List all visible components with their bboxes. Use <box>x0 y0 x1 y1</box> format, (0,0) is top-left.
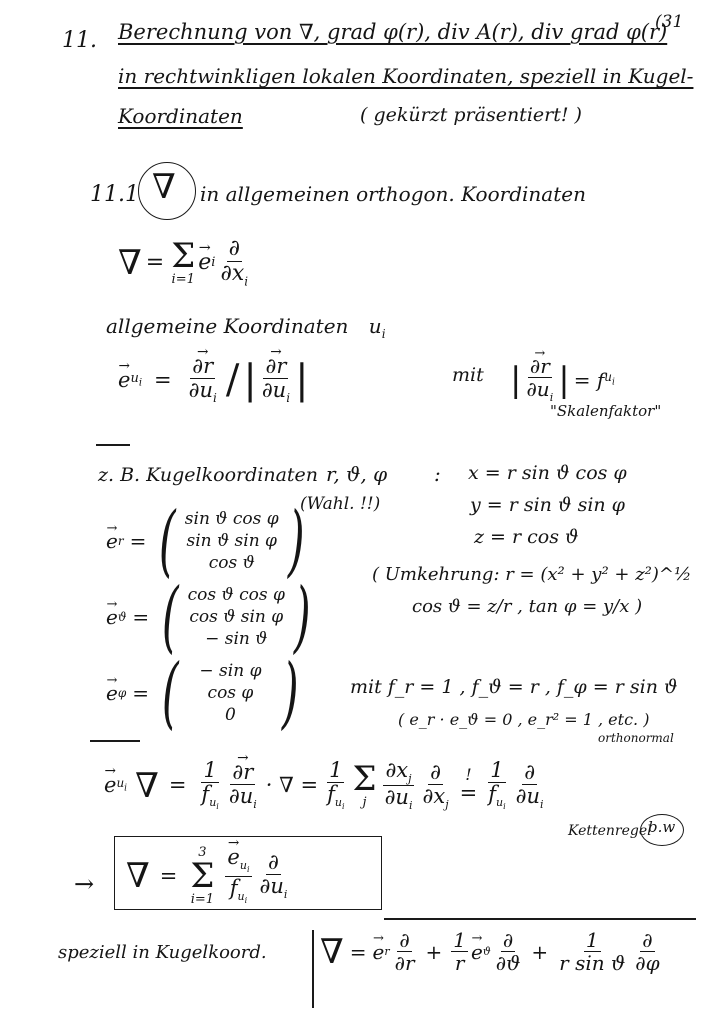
example-intro: z. B. Kugelkoordinaten <box>98 464 319 486</box>
spherical-nabla-formula: ∇ = → e r $\frac{\partial}{\partial r}$ + $\frac{1}{r}$ → e ϑ $\frac{\partial}{\partial ϑ}$ + $\frac{1}{\text{r sin ϑ}}$ $\frac{\partial}{\partial\varphi}$ <box>320 930 665 973</box>
e-theta-row-2: cos ϑ sin φ <box>189 607 284 627</box>
z-equation: z = r cos ϑ <box>474 526 579 548</box>
e-phi-row-2: cos φ <box>207 683 254 703</box>
e-phi-row-1: − sin φ <box>199 661 262 681</box>
mit-label: mit <box>452 364 484 386</box>
nabla-cartesian-formula: ∇ = Σ i=1 → e i $\frac{\partial}{\partial x_i}$ <box>118 238 253 287</box>
general-coords-line: allgemeine Koordinaten $u_i$ <box>106 314 386 341</box>
subsection-number: 11.1 <box>90 182 139 207</box>
page-number: (31 <box>655 12 684 32</box>
e-r-vector: → e r = ( sin ϑ cos φ sin ϑ sin φ cos ϑ ) <box>106 502 311 580</box>
section-number: 11. <box>62 28 97 53</box>
e-theta-row-1: cos ϑ cos φ <box>187 585 285 605</box>
subsection-heading: in allgemeinen orthogon. Koordinaten <box>200 182 586 206</box>
e-phi-vector: → e φ = ( − sin φ cos φ 0 ) <box>106 654 306 732</box>
vertical-divider <box>312 930 314 1008</box>
e-r-row-1: sin ϑ cos φ <box>184 509 279 529</box>
title-note: ( gekürzt präsentiert! ) <box>360 104 582 126</box>
orthonormal-relation: ( e_r · e_ϑ = 0 , e_r² = 1 , etc. ) <box>398 710 650 729</box>
bw-note: b.w <box>648 818 676 836</box>
divider-2 <box>90 740 140 742</box>
scale-factors-spherical: mit f_r = 1 , f_ϑ = r , f_φ = r sin ϑ <box>350 676 678 698</box>
y-equation: y = r sin ϑ sin φ <box>470 494 625 516</box>
inverse-relation-1: ( Umkehrung: r = (x² + y² + z²)^½ <box>372 564 692 585</box>
spherical-label: speziell in Kugelkoord. <box>58 942 267 963</box>
e-theta-vector: → e ϑ = ( cos ϑ cos φ cos ϑ sin φ − sin ϑ ) <box>106 578 317 656</box>
divider-1 <box>96 444 130 446</box>
title-line-3: Koordinaten <box>118 104 243 128</box>
unit-vector-definition: → e $u_i$ = → $\frac{\partial r}{\partial u_i}$ / | → $\frac{\partial r}{\partial u_i}$ | <box>118 356 309 404</box>
scale-factor-label: "Skalenfaktor" <box>550 402 662 420</box>
inverse-relation-2: cos ϑ = z/r , tan φ = y/x ) <box>412 596 643 617</box>
derivation-formula: → e $u_i$ ∇ = $\frac{1}{f_{u_i}}$ → $\frac{\partial r}{\partial u_i}$ · ∇ = $\frac{1}{f_{u_i}}$ Σ j $\frac{\partial x_j}{\partial u_i}$ $\frac{\partial}{\partial x_j}$ ! = $\frac{1}{f_{u_i}}$ $\frac{\partial}{\partial u_i}$ <box>104 760 549 811</box>
e-phi-row-3: 0 <box>225 705 236 725</box>
result-arrow: → <box>74 870 95 898</box>
e-r-row-3: cos ϑ <box>208 553 255 573</box>
example-colon: : <box>434 462 441 486</box>
e-r-row-2: sin ϑ sin φ <box>186 531 277 551</box>
result-formula: ∇ = 3 Σ i=1 → $\frac{e_{u_i}}{f_{u_i}}$ $\frac{\partial}{\partial u_i}$ <box>126 846 292 906</box>
x-equation: x = r sin ϑ cos φ <box>468 462 627 484</box>
divider-3 <box>384 918 696 920</box>
scale-factor-definition: | → $\frac{\partial r}{\partial u_i}$ | = f $u_i$ <box>510 356 615 403</box>
example-wahl: (Wahl. !!) <box>300 494 381 514</box>
title-line-2: in rechtwinkligen lokalen Koordinaten, speziell in Kugel- <box>118 64 694 88</box>
chain-rule-label: Kettenregel <box>568 823 652 839</box>
title-line-1: Berechnung von ∇, grad φ(r), div A(r), div grad φ(r) <box>118 20 668 44</box>
e-theta-row-3: − sin ϑ <box>205 629 268 649</box>
orthonormal-word: orthonormal <box>598 731 674 745</box>
example-vars: r, ϑ, φ <box>326 462 388 486</box>
nabla-symbol: ∇ <box>152 167 176 207</box>
